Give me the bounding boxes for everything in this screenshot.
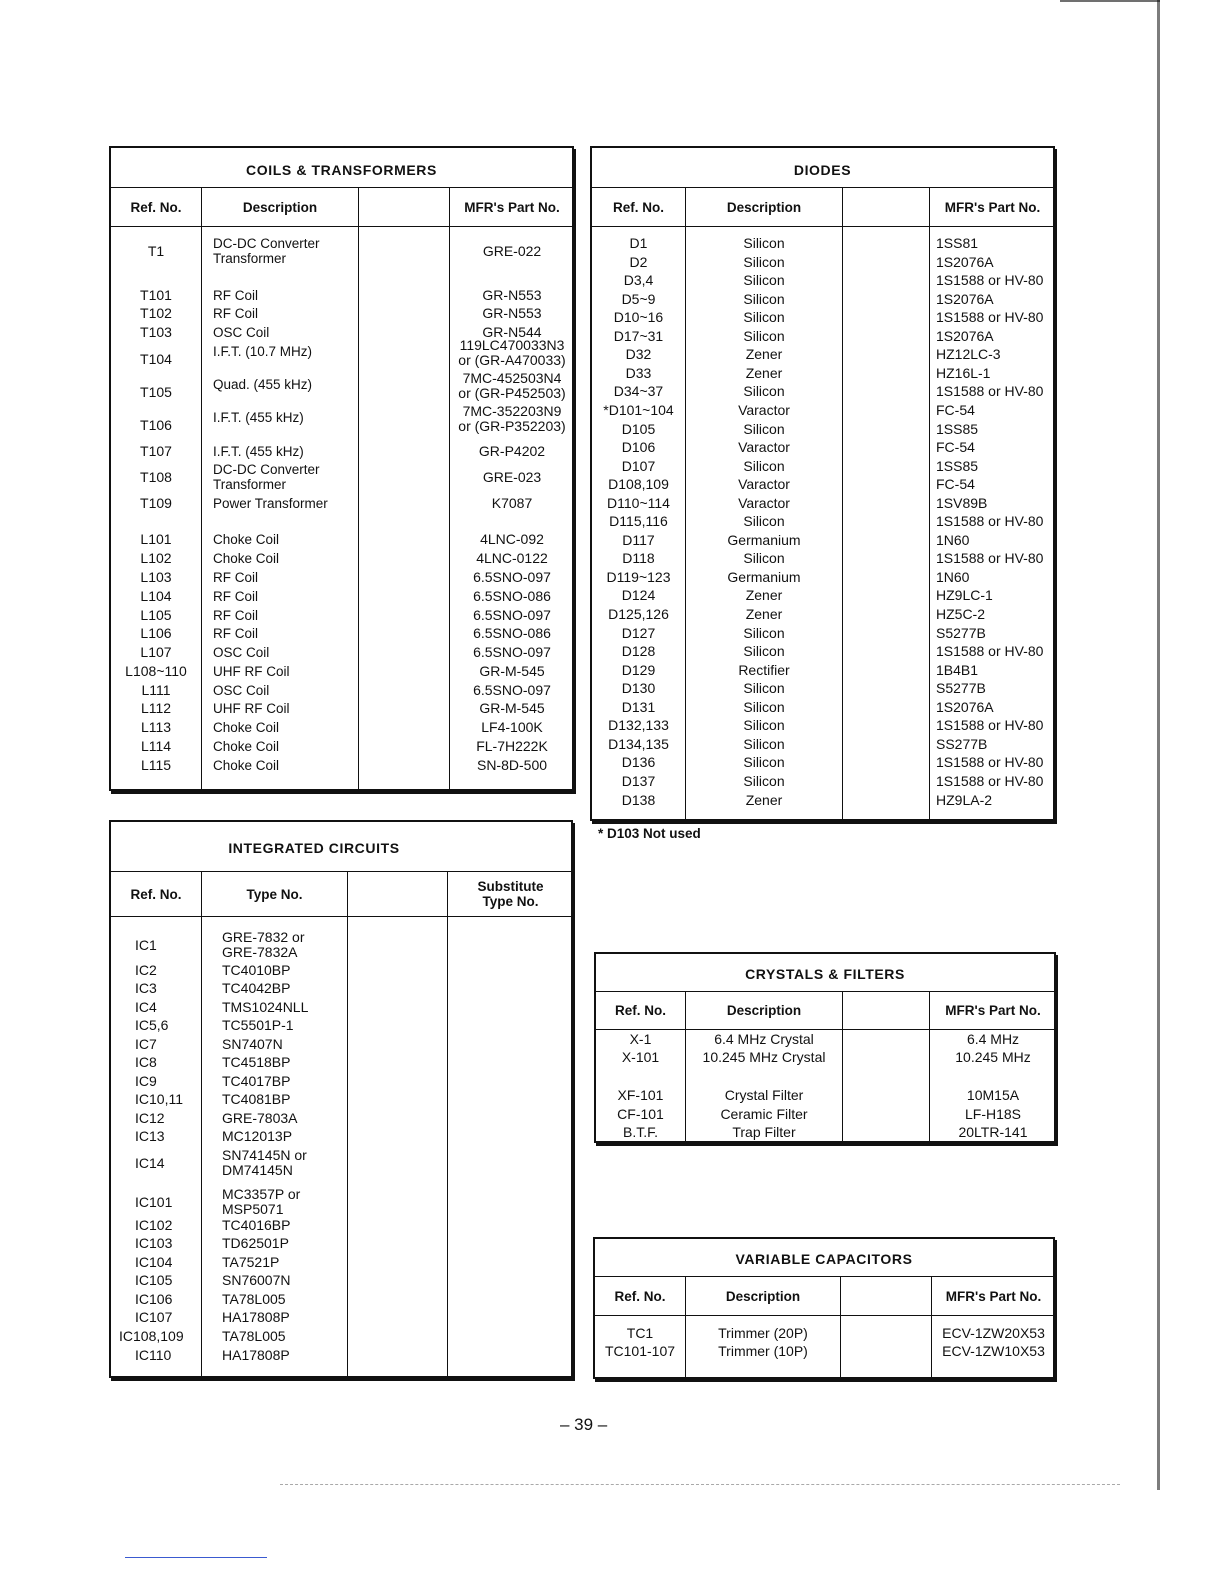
ics-ref-cell: IC9 xyxy=(135,1073,157,1089)
diodes-part-cell: HZ9LA-2 xyxy=(936,791,993,808)
coils-desc-cell: UHF RF Coil xyxy=(213,701,290,716)
diodes-part-cell: 1S1588 or HV-80 xyxy=(936,550,1044,567)
diodes-desc-cell: Zener xyxy=(745,606,783,622)
diodes-desc-cell: Varactor xyxy=(738,476,790,493)
varcaps-part-cell: ECV-1ZW10X53 xyxy=(942,1343,1045,1359)
coils-desc-cell: Choke Coil xyxy=(213,551,280,566)
ics-ref-cell: IC3 xyxy=(135,980,157,996)
coils-desc-cell: Quad. (455 kHz) xyxy=(213,377,313,392)
coils-title: COILS & TRANSFORMERS xyxy=(246,162,437,178)
coils-part-cell: GRE-022 xyxy=(482,243,542,259)
crystals-desc-cell: 10.245 MHz Crystal xyxy=(702,1049,826,1065)
coils-desc-cell: Choke Coil xyxy=(213,720,280,735)
diodes-part-cell: 1B4B1 xyxy=(936,661,979,678)
varcaps-part-cell: ECV-1ZW20X53 xyxy=(942,1325,1045,1341)
coils-desc-cell: OSC Coil xyxy=(213,683,270,698)
diodes-part-cell: S5277B xyxy=(936,624,986,641)
coils-ref-cell: L103 xyxy=(140,569,172,585)
diodes-desc-cell: Silicon xyxy=(743,272,785,289)
diodes-desc-cell: Varactor xyxy=(738,494,790,511)
coils-ref-cell: L113 xyxy=(140,719,172,735)
diodes-part-cell: 1SS81 xyxy=(936,235,979,251)
diodes-ref-cell: D33 xyxy=(625,364,652,381)
crystals-ref-cell: CF-101 xyxy=(617,1106,664,1122)
ics-ref-cell: IC108,109 xyxy=(119,1328,184,1344)
ics-header-type: Type No. xyxy=(246,886,303,902)
ics-type-cell: TA7521P xyxy=(222,1254,280,1270)
crystals-ref-cell: B.T.F. xyxy=(622,1124,658,1140)
ics-ref-cell: IC14 xyxy=(135,1155,165,1171)
coils-ref-cell: L108~110 xyxy=(125,663,187,679)
scan-edge-top xyxy=(1060,0,1160,2)
ics-ref-cell: IC5,6 xyxy=(135,1017,169,1033)
coils-desc-cell: UHF RF Coil xyxy=(213,664,290,679)
coils-header-part: MFR's Part No. xyxy=(464,199,560,215)
diodes-desc-cell: Silicon xyxy=(743,643,785,660)
crystals-part-cell: 6.4 MHz xyxy=(966,1031,1020,1047)
diodes-desc-cell: Germanium xyxy=(727,531,801,548)
coils-part-cell: 119LC470033N3 or (GR-A470033) xyxy=(458,337,566,368)
diodes-part-cell: 1S1588 or HV-80 xyxy=(936,643,1044,660)
crystals-desc-cell: 6.4 MHz Crystal xyxy=(714,1031,814,1047)
diodes-part-cell: S5277B xyxy=(936,680,986,697)
coils-ref-cell: L114 xyxy=(140,738,172,754)
coils-part-cell: GRE-023 xyxy=(482,469,542,485)
diodes-ref-cell: D136 xyxy=(621,754,656,771)
diodes-part-cell: 1N60 xyxy=(936,531,970,548)
coils-ref-cell: T107 xyxy=(140,443,172,459)
diodes-ref-cell: D131 xyxy=(621,698,656,715)
diodes-desc-cell: Zener xyxy=(745,346,783,363)
coils-ref-cell: L111 xyxy=(141,682,171,698)
diodes-ref-cell: D106 xyxy=(621,439,656,456)
coils-transformers-table xyxy=(109,146,574,791)
diodes-ref-cell: D124 xyxy=(621,587,656,604)
diodes-part-cell: 1S1588 or HV-80 xyxy=(936,309,1044,326)
integrated-circuits-table xyxy=(109,820,573,1378)
ics-ref-cell: IC110 xyxy=(135,1347,172,1363)
coils-part-cell: 6.5SNO-097 xyxy=(473,644,551,660)
ics-type-cell: TC4010BP xyxy=(222,962,291,978)
crystals-ref-cell: X-1 xyxy=(629,1031,652,1047)
coils-part-cell: 6.5SNO-097 xyxy=(473,607,551,623)
crystals-ref-cell: XF-101 xyxy=(617,1087,664,1103)
coils-part-cell: K7087 xyxy=(491,495,533,511)
coils-part-cell: GR-M-545 xyxy=(479,700,545,716)
diodes-desc-cell: Silicon xyxy=(743,754,785,771)
ics-ref-cell: IC7 xyxy=(135,1036,157,1052)
diodes-part-cell: 1S2076A xyxy=(936,290,994,307)
diodes-part-cell: 1S1588 or HV-80 xyxy=(936,754,1044,771)
diodes-ref-cell: D128 xyxy=(621,643,656,660)
coils-ref-cell: L106 xyxy=(140,625,172,641)
diodes-ref-cell: D10~16 xyxy=(613,309,664,326)
diodes-ref-cell: D1 xyxy=(629,235,648,251)
diodes-ref-cell: D118 xyxy=(622,550,655,567)
crystals-ref-cell: X-101 xyxy=(621,1049,660,1065)
coils-ref-cell: L101 xyxy=(140,531,172,547)
varcaps-ref-cell: TC101-107 xyxy=(604,1343,676,1359)
diodes-desc-cell: Zener xyxy=(745,791,783,808)
ics-ref-cell: IC103 xyxy=(135,1235,173,1251)
ics-header-ref: Ref. No. xyxy=(130,886,182,902)
crystals-filters-table xyxy=(594,952,1056,1143)
coils-desc-cell: RF Coil xyxy=(213,626,259,641)
diodes-ref-cell: D138 xyxy=(621,791,656,808)
ics-title: INTEGRATED CIRCUITS xyxy=(228,840,400,856)
diodes-part-cell: 1S1588 or HV-80 xyxy=(936,772,1044,789)
diodes-header-part: MFR's Part No. xyxy=(944,199,1041,215)
diodes-part-cell: HZ9LC-1 xyxy=(936,587,993,604)
diodes-table xyxy=(590,146,1055,821)
diodes-part-cell: 1S2076A xyxy=(936,327,994,344)
ics-type-cell: GRE-7803A xyxy=(222,1110,298,1126)
diodes-ref-cell: D125,126 xyxy=(608,606,669,622)
diodes-ref-cell: D129 xyxy=(621,661,656,678)
diodes-header-ref: Ref. No. xyxy=(612,199,664,215)
ics-type-cell: TMS1024NLL xyxy=(222,999,309,1015)
coils-desc-cell: OSC Coil xyxy=(213,645,270,660)
diodes-desc-cell: Silicon xyxy=(743,235,785,251)
varcaps-header-desc: Description xyxy=(725,1288,801,1304)
ics-type-cell: TC5501P-1 xyxy=(222,1017,294,1033)
diodes-ref-cell: D2 xyxy=(629,253,648,270)
coils-part-cell: 6.5SNO-097 xyxy=(473,569,551,585)
diodes-part-cell: HZ12LC-3 xyxy=(936,346,1001,363)
ics-ref-cell: IC102 xyxy=(135,1217,173,1233)
varcaps-title: VARIABLE CAPACITORS xyxy=(735,1251,913,1267)
ics-type-cell: TC4016BP xyxy=(222,1217,291,1233)
diodes-title: DIODES xyxy=(793,162,852,178)
ics-type-cell: GRE-7832 or GRE-7832A xyxy=(222,929,305,960)
crystals-title: CRYSTALS & FILTERS xyxy=(745,966,905,982)
varcaps-desc-cell: Trimmer (20P) xyxy=(718,1325,808,1341)
coils-desc-cell: Choke Coil xyxy=(213,532,280,547)
ics-type-cell: MC12013P xyxy=(222,1128,293,1144)
ics-type-cell: TD62501P xyxy=(222,1235,289,1251)
coils-part-cell: 7MC-452503N4 or (GR-P452503) xyxy=(458,370,566,401)
crystals-header-part: MFR's Part No. xyxy=(945,1003,1041,1018)
diodes-ref-cell: D127 xyxy=(621,624,656,641)
diodes-part-cell: FC-54 xyxy=(936,439,975,456)
diodes-desc-cell: Varactor xyxy=(738,439,790,456)
crystals-part-cell: 10M15A xyxy=(966,1087,1020,1103)
diodes-ref-cell: D119~123 xyxy=(606,568,671,585)
ics-ref-cell: IC105 xyxy=(135,1272,173,1288)
diodes-part-cell: 1N60 xyxy=(936,568,970,585)
diodes-desc-cell: Silicon xyxy=(743,680,785,697)
diodes-ref-cell: D137 xyxy=(621,772,656,789)
diodes-desc-cell: Silicon xyxy=(743,383,785,400)
diodes-ref-cell: D134,135 xyxy=(608,735,669,752)
diodes-desc-cell: Rectifier xyxy=(738,661,790,678)
diodes-part-cell: 1S1588 or HV-80 xyxy=(936,513,1044,530)
diodes-desc-cell: Silicon xyxy=(743,735,785,752)
diodes-part-cell: 1SV89B xyxy=(936,494,988,511)
diodes-desc-cell: Silicon xyxy=(743,420,785,437)
diodes-desc-cell: Varactor xyxy=(738,401,790,418)
crystals-part-cell: LF-H18S xyxy=(964,1106,1022,1122)
coils-ref-cell: T109 xyxy=(140,495,172,511)
coils-part-cell: 6.5SNO-097 xyxy=(473,682,551,698)
ics-ref-cell: IC1 xyxy=(135,937,157,953)
diodes-part-cell: 1S1588 or HV-80 xyxy=(936,272,1044,289)
coils-desc-cell: RF Coil xyxy=(213,589,259,604)
coils-desc-cell: Choke Coil xyxy=(213,739,280,754)
diodes-desc-cell: Silicon xyxy=(743,698,785,715)
diodes-part-cell: HZ5C-2 xyxy=(936,606,986,622)
diodes-desc-cell: Silicon xyxy=(743,290,785,307)
ics-type-cell: SN74145N or DM74145N xyxy=(222,1147,307,1178)
varcaps-header-ref: Ref. No. xyxy=(614,1288,666,1304)
diodes-ref-cell: D34~37 xyxy=(613,383,664,400)
crystals-part-cell: 10.245 MHz xyxy=(955,1049,1031,1065)
crystals-desc-cell: Crystal Filter xyxy=(724,1087,804,1103)
diodes-part-cell: 1S1588 or HV-80 xyxy=(936,717,1044,734)
coils-desc-cell: RF Coil xyxy=(213,306,259,321)
ics-type-cell: TA78L005 xyxy=(222,1328,286,1344)
diodes-part-cell: 1SS85 xyxy=(936,457,979,474)
diodes-part-cell: 1SS85 xyxy=(936,420,979,437)
coils-ref-cell: L115 xyxy=(140,757,172,773)
diodes-part-cell: HZ16L-1 xyxy=(936,364,991,381)
crystals-desc-cell: Trap Filter xyxy=(732,1124,796,1140)
diodes-part-cell: SS277B xyxy=(936,735,988,752)
diodes-ref-cell: D108,109 xyxy=(608,476,669,493)
scan-edge-right xyxy=(1157,0,1160,1490)
ics-ref-cell: IC4 xyxy=(135,999,157,1015)
coils-desc-cell: DC-DC Converter Transformer xyxy=(213,236,320,266)
crystals-part-cell: 20LTR-141 xyxy=(958,1124,1028,1140)
diodes-desc-cell: Silicon xyxy=(743,513,785,530)
crystals-header-ref: Ref. No. xyxy=(614,1003,666,1018)
ics-ref-cell: IC106 xyxy=(135,1291,173,1307)
diodes-desc-cell: Silicon xyxy=(743,457,785,474)
varcaps-header-part: MFR's Part No. xyxy=(945,1288,1042,1304)
ics-type-cell: TA78L005 xyxy=(222,1291,286,1307)
coils-part-cell: 7MC-352203N9 or (GR-P352203) xyxy=(458,403,566,434)
coils-part-cell: GR-N553 xyxy=(482,287,542,303)
ics-type-cell: HA17808P xyxy=(222,1309,290,1325)
coils-part-cell: FL-7H222K xyxy=(476,738,548,754)
diodes-ref-cell: D32 xyxy=(625,346,652,363)
coils-header-ref: Ref. No. xyxy=(130,199,182,215)
diodes-desc-cell: Silicon xyxy=(743,327,785,344)
page-number: – 39 – xyxy=(560,1415,608,1434)
coils-ref-cell: T1 xyxy=(147,243,165,259)
coils-ref-cell: T104 xyxy=(140,351,172,367)
coils-part-cell: 4LNC-0122 xyxy=(476,550,548,566)
coils-part-cell: 4LNC-092 xyxy=(480,531,544,547)
coils-desc-cell: Choke Coil xyxy=(213,758,280,773)
ics-ref-cell: IC13 xyxy=(135,1128,165,1144)
coils-ref-cell: L104 xyxy=(140,588,172,604)
varcaps-desc-cell: Trimmer (10P) xyxy=(718,1343,808,1359)
coils-part-cell: GR-N553 xyxy=(482,305,542,321)
coils-desc-cell: RF Coil xyxy=(213,288,259,303)
diodes-ref-cell: D130 xyxy=(621,680,656,697)
coils-header-desc: Description xyxy=(242,199,318,215)
diodes-part-cell: 1S2076A xyxy=(936,698,994,715)
ics-type-cell: HA17808P xyxy=(222,1347,290,1363)
coils-desc-cell: Power Transformer xyxy=(213,496,328,511)
ics-type-cell: MC3357P or MSP5071 xyxy=(222,1186,301,1217)
ics-ref-cell: IC101 xyxy=(135,1194,173,1210)
coils-part-cell: 6.5SNO-086 xyxy=(473,625,551,641)
coils-desc-cell: DC-DC Converter Transformer xyxy=(213,462,320,492)
diodes-ref-cell: D132,133 xyxy=(608,717,669,734)
coils-ref-cell: T108 xyxy=(140,469,172,485)
coils-part-cell: 6.5SNO-086 xyxy=(473,588,551,604)
diodes-footnote: * D103 Not used xyxy=(598,826,701,841)
scan-line-blue xyxy=(125,1557,267,1558)
diodes-desc-cell: Germanium xyxy=(727,568,801,585)
ics-type-cell: SN76007N xyxy=(222,1272,291,1288)
diodes-ref-cell: *D101~104 xyxy=(603,401,674,418)
coils-ref-cell: L105 xyxy=(140,607,172,623)
coils-ref-cell: T103 xyxy=(140,324,172,340)
crystals-desc-cell: Ceramic Filter xyxy=(720,1106,808,1122)
ics-header-substitute: Substitute Type No. xyxy=(477,879,544,909)
coils-part-cell: GR-P4202 xyxy=(478,443,546,459)
coils-part-cell: LF4-100K xyxy=(481,719,543,735)
ics-ref-cell: IC10,11 xyxy=(135,1091,183,1107)
coils-part-cell: SN-8D-500 xyxy=(476,757,548,773)
coils-ref-cell: T102 xyxy=(140,305,172,321)
scan-dash-bottom xyxy=(280,1484,1120,1486)
ics-ref-cell: IC107 xyxy=(135,1309,173,1325)
coils-ref-cell: L102 xyxy=(140,550,172,566)
diodes-part-cell: 1S2076A xyxy=(936,253,994,270)
coils-desc-cell: RF Coil xyxy=(213,570,259,585)
diodes-ref-cell: D107 xyxy=(621,457,656,474)
diodes-desc-cell: Silicon xyxy=(743,717,785,734)
diodes-desc-cell: Silicon xyxy=(743,550,785,567)
coils-part-cell: GR-M-545 xyxy=(479,663,545,679)
coils-desc-cell: I.F.T. (10.7 MHz) xyxy=(213,344,313,359)
diodes-desc-cell: Zener xyxy=(745,587,783,604)
diodes-part-cell: FC-54 xyxy=(936,476,975,493)
diodes-desc-cell: Silicon xyxy=(743,772,785,789)
diodes-ref-cell: D110~114 xyxy=(607,494,670,511)
varcaps-ref-cell: TC1 xyxy=(626,1325,654,1341)
coils-desc-cell: I.F.T. (455 kHz) xyxy=(213,444,304,459)
coils-ref-cell: L107 xyxy=(140,644,172,660)
crystals-header-desc: Description xyxy=(726,1003,802,1018)
diodes-part-cell: 1S1588 or HV-80 xyxy=(936,383,1044,400)
diodes-ref-cell: D5~9 xyxy=(621,290,656,307)
diodes-ref-cell: D105 xyxy=(621,420,656,437)
ics-ref-cell: IC2 xyxy=(135,962,157,978)
ics-ref-cell: IC8 xyxy=(135,1054,157,1070)
diodes-desc-cell: Silicon xyxy=(743,624,785,641)
variable-capacitors-table xyxy=(593,1237,1055,1379)
coils-ref-cell: T101 xyxy=(140,287,172,303)
coils-desc-cell: I.F.T. (455 kHz) xyxy=(213,410,304,425)
ics-type-cell: TC4518BP xyxy=(222,1054,291,1070)
diodes-ref-cell: D115,116 xyxy=(609,513,668,530)
ics-type-cell: SN7407N xyxy=(222,1036,283,1052)
coils-ref-cell: L112 xyxy=(140,700,172,716)
ics-type-cell: TC4042BP xyxy=(222,980,291,996)
ics-type-cell: TC4017BP xyxy=(222,1073,291,1089)
coils-ref-cell: T105 xyxy=(140,384,172,400)
coils-desc-cell: OSC Coil xyxy=(213,325,270,340)
diodes-ref-cell: D117 xyxy=(622,531,655,548)
diodes-header-desc: Description xyxy=(726,199,802,215)
coils-part-cell: GR-N544 xyxy=(482,324,542,340)
ics-ref-cell: IC12 xyxy=(135,1110,165,1126)
ics-type-cell: TC4081BP xyxy=(222,1091,291,1107)
diodes-desc-cell: Silicon xyxy=(743,253,785,270)
diodes-part-cell: FC-54 xyxy=(936,401,975,418)
ics-ref-cell: IC104 xyxy=(135,1254,173,1270)
diodes-desc-cell: Zener xyxy=(745,364,783,381)
coils-ref-cell: T106 xyxy=(140,417,172,433)
diodes-desc-cell: Silicon xyxy=(743,309,785,326)
diodes-ref-cell: D3,4 xyxy=(623,272,654,289)
coils-desc-cell: RF Coil xyxy=(213,608,259,623)
diodes-ref-cell: D17~31 xyxy=(613,327,664,344)
